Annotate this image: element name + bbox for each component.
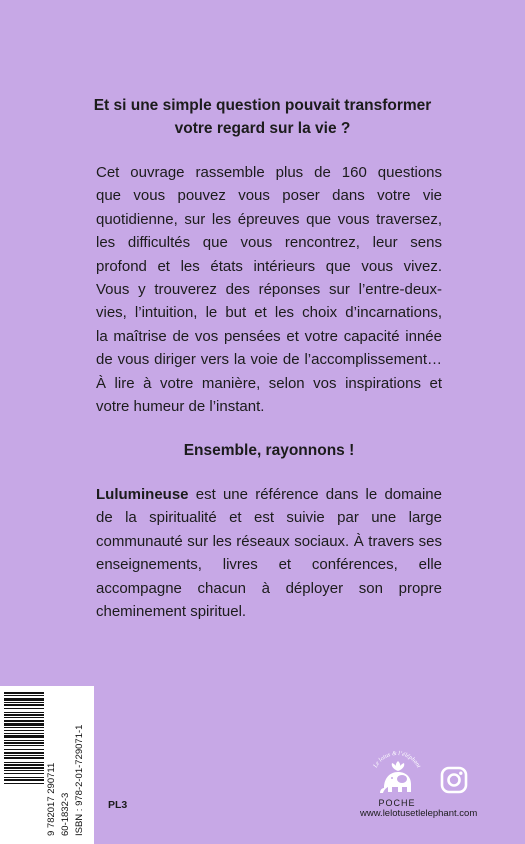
- collection-label: POCHE: [378, 798, 416, 808]
- barcode-bar: [4, 777, 44, 778]
- slogan: Ensemble, rayonnons !: [183, 442, 355, 459]
- barcode-digits: 9 782017 290711: [46, 762, 57, 836]
- barcode-bar: [4, 698, 44, 701]
- website-link[interactable]: www.lelotusetlelephant.com: [360, 808, 478, 819]
- barcode-bar: [4, 735, 44, 738]
- barcode-bar: [4, 742, 44, 744]
- intro-line: quotidienne, sur les épreuves que vous traversez,: [96, 210, 442, 228]
- barcode-bar: [4, 708, 44, 709]
- barcode-bar: [4, 773, 44, 774]
- tagline-line-2: votre regard sur la vie ?: [174, 120, 351, 137]
- barcode-panel: [0, 686, 94, 844]
- isbn-number: ISBN : 978-2-01-729071-1: [74, 724, 85, 836]
- barcode-bar: [4, 762, 44, 763]
- intro-line: votre humeur de l’instant.: [96, 398, 265, 416]
- intro-line: vies, l’intuition, le but et les choix d’incarnations,: [96, 304, 442, 322]
- barcode-bar: [4, 712, 44, 713]
- author-name: Lulumineuse: [96, 486, 189, 503]
- barcode-bar: [4, 727, 44, 728]
- barcode-bar: [4, 764, 44, 766]
- barcode-bar: [4, 767, 44, 769]
- intro-line: la maîtrise de vos pensées et votre capacité innée: [96, 327, 442, 345]
- intro-paragraph: [96, 161, 442, 418]
- intro-line: Vous y trouverez des réponses sur l’entre-deux-: [96, 281, 442, 299]
- publisher-arc-text: Le lotus & l’éléphant: [372, 750, 422, 770]
- intro-line: de vous diriger vers la voie de l’accomplissement…: [96, 351, 442, 369]
- barcode-bar: [4, 720, 44, 722]
- barcode-bar: [4, 783, 44, 784]
- barcode-bar: [4, 749, 44, 750]
- price-code: PL3: [108, 799, 128, 811]
- barcode-bar: [4, 770, 44, 771]
- barcode-bar: [4, 733, 44, 734]
- instagram-icon[interactable]: [440, 766, 468, 799]
- author-bio-text: est une référence dans le domaine de la spiritualité et est suivie par une large communauté sur les réseaux sociaux. À travers ses enseignements, livres et conférences, elle accompagne chacun à déployer son propre cheminement spirituel.: [96, 486, 442, 621]
- intro-line: profond et les états intérieurs que vous vivez.: [96, 257, 442, 275]
- barcode-bar: [4, 695, 44, 696]
- barcode-bar: [4, 714, 44, 716]
- barcode-bar: [4, 723, 44, 726]
- intro-line: les difficultés que vous rencontrez, leur sens: [96, 234, 442, 252]
- barcode-bar: [4, 745, 44, 746]
- intro-line: À lire à votre manière, selon vos inspirations et: [96, 374, 442, 392]
- barcode-bar: [4, 752, 44, 754]
- intro-line: Cet ouvrage rassemble plus de 160 questions: [96, 164, 442, 181]
- barcode-bar: [4, 755, 44, 756]
- tagline-line-1: Et si une simple question pouvait transformer: [93, 97, 432, 114]
- barcode-bar: [4, 779, 44, 781]
- tagline: [60, 94, 465, 140]
- barcode-bar: [4, 740, 44, 741]
- barcode-code: 60-1832-3: [60, 792, 71, 836]
- barcode-bar: [4, 757, 44, 759]
- barcode-bar: [4, 702, 44, 703]
- barcode-bar: [4, 692, 44, 694]
- intro-line: que vous pouvez vous poser dans votre vie: [96, 187, 442, 205]
- barcode-bars: [4, 690, 44, 840]
- barcode-bar: [4, 730, 44, 731]
- barcode-bar: [4, 717, 44, 718]
- author-bio: [96, 483, 442, 623]
- barcode-bar: [4, 704, 44, 706]
